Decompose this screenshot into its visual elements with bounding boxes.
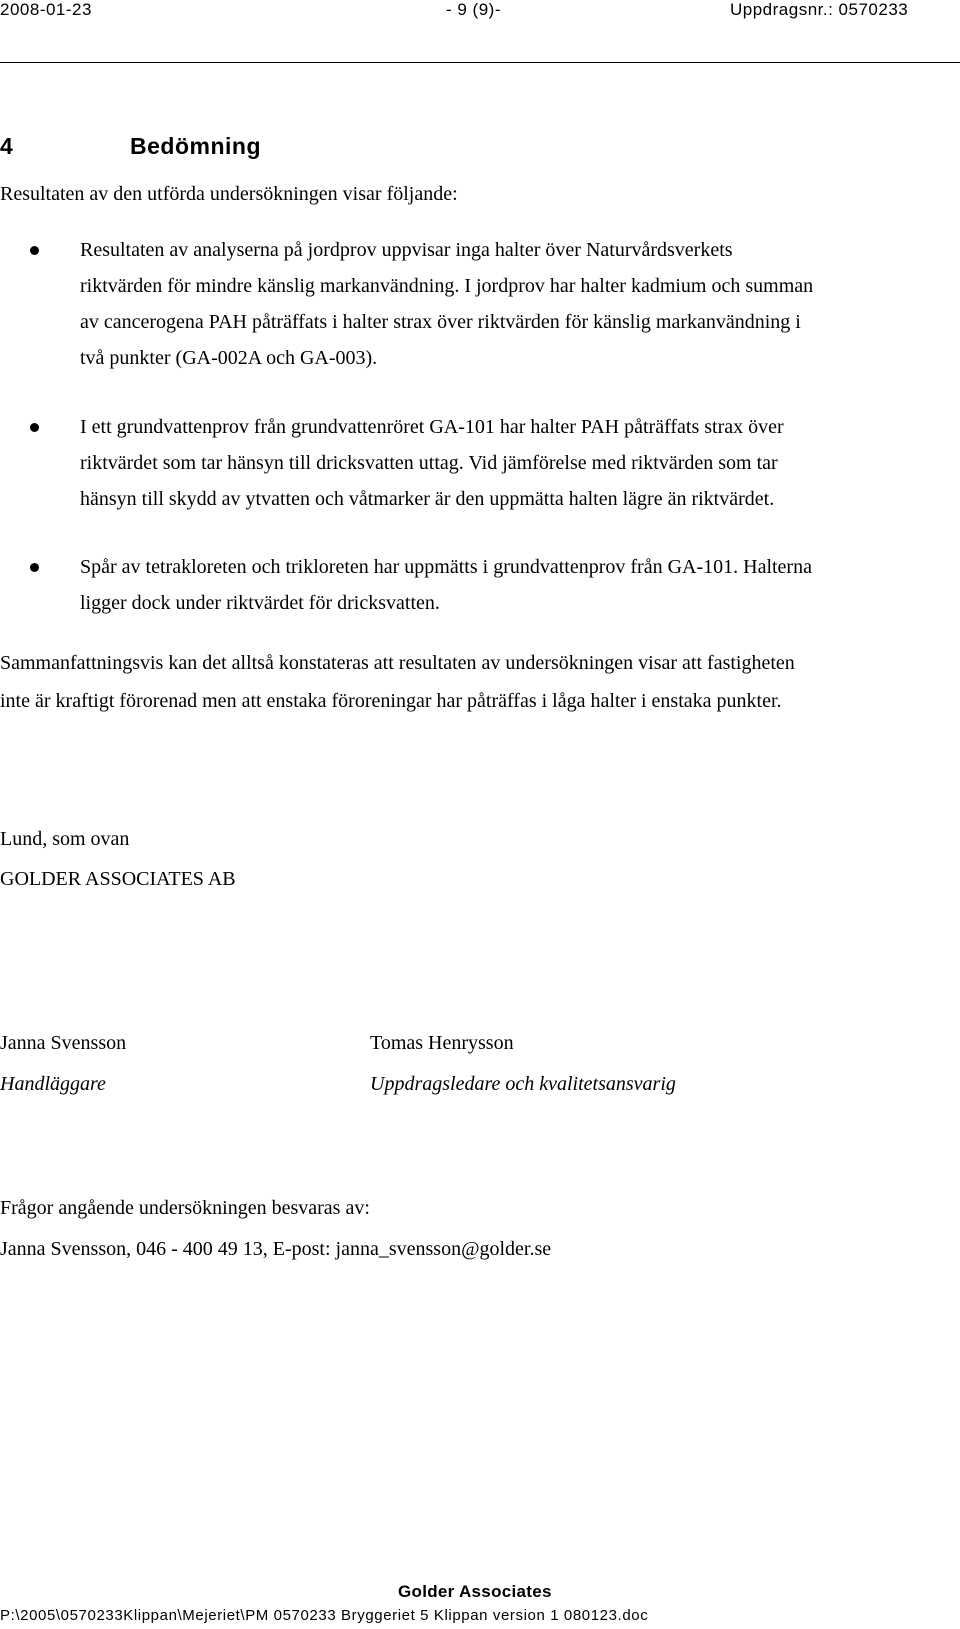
footer-company: Golder Associates xyxy=(398,1582,552,1601)
bullet-item xyxy=(80,549,960,621)
footer-file-path: P:\2005\0570233Klippan\Mejeriet\PM 0570233 Bryggeriet 5 Klippan version 1 080123.doc xyxy=(0,1607,649,1624)
bullet-line: riktvärden för mindre känslig markanvändning. I jordprov har halter kadmium och summan xyxy=(80,275,814,297)
summary-line: Sammanfattningsvis kan det alltså konstateras att resultaten av undersökningen visar att fastigheten xyxy=(0,652,795,674)
signatory-name: Tomas Henrysson xyxy=(370,1032,514,1054)
closing-place: Lund, som ovan xyxy=(0,828,130,850)
header-date: 2008-01-23 xyxy=(0,0,92,19)
signatory-role: Handläggare xyxy=(0,1073,106,1095)
bullet-item xyxy=(80,409,960,517)
bullet-line: två punkter (GA-002A och GA-003). xyxy=(80,347,378,369)
bullet-line: Spår av tetrakloreten och trikloreten har uppmätts i grundvattenprov från GA-101. Halterna xyxy=(80,556,812,578)
bullet-line: riktvärdet som tar hänsyn till dricksvatten uttag. Vid jämförelse med riktvärden som tar xyxy=(80,452,778,474)
section-title: Bedömning xyxy=(130,133,261,159)
bullet-line: I ett grundvattenprov från grundvattenröret GA-101 har halter PAH påträffats strax över xyxy=(80,416,784,438)
questions-label: Frågor angående undersökningen besvaras av: xyxy=(0,1197,370,1219)
bullet-line: ligger dock under riktvärdet för dricksvatten. xyxy=(80,592,440,614)
header-page-number: - 9 (9)- xyxy=(446,0,501,19)
signatory-name: Janna Svensson xyxy=(0,1032,127,1054)
section-number: 4 xyxy=(0,133,14,159)
bullet-item xyxy=(80,232,960,376)
intro-paragraph: Resultaten av den utförda undersökningen visar följande: xyxy=(0,183,458,205)
summary-paragraph xyxy=(0,644,960,720)
header-assignment-number: Uppdragsnr.: 0570233 xyxy=(730,0,909,19)
contact-info: Janna Svensson, 046 - 400 49 13, E-post: janna_svensson@golder.se xyxy=(0,1238,552,1260)
bullet-icon xyxy=(30,563,39,572)
signatory-role: Uppdragsledare och kvalitetsansvarig xyxy=(370,1073,676,1095)
bullet-line: Resultaten av analyserna på jordprov uppvisar inga halter över Naturvårdsverkets xyxy=(80,239,733,261)
bullet-line: hänsyn till skydd av ytvatten och våtmarker är den uppmätta halten lägre än riktvärdet. xyxy=(80,488,775,510)
summary-line: inte är kraftigt förorenad men att enstaka föroreningar har påträffas i låga halter i enstaka punkter. xyxy=(0,690,782,712)
bullet-icon xyxy=(30,246,39,255)
header-divider xyxy=(0,62,960,63)
bullet-icon xyxy=(30,423,39,432)
bullet-line: av cancerogena PAH påträffats i halter strax över riktvärden för känslig markanvändning i xyxy=(80,311,801,333)
closing-company: GOLDER ASSOCIATES AB xyxy=(0,868,236,890)
